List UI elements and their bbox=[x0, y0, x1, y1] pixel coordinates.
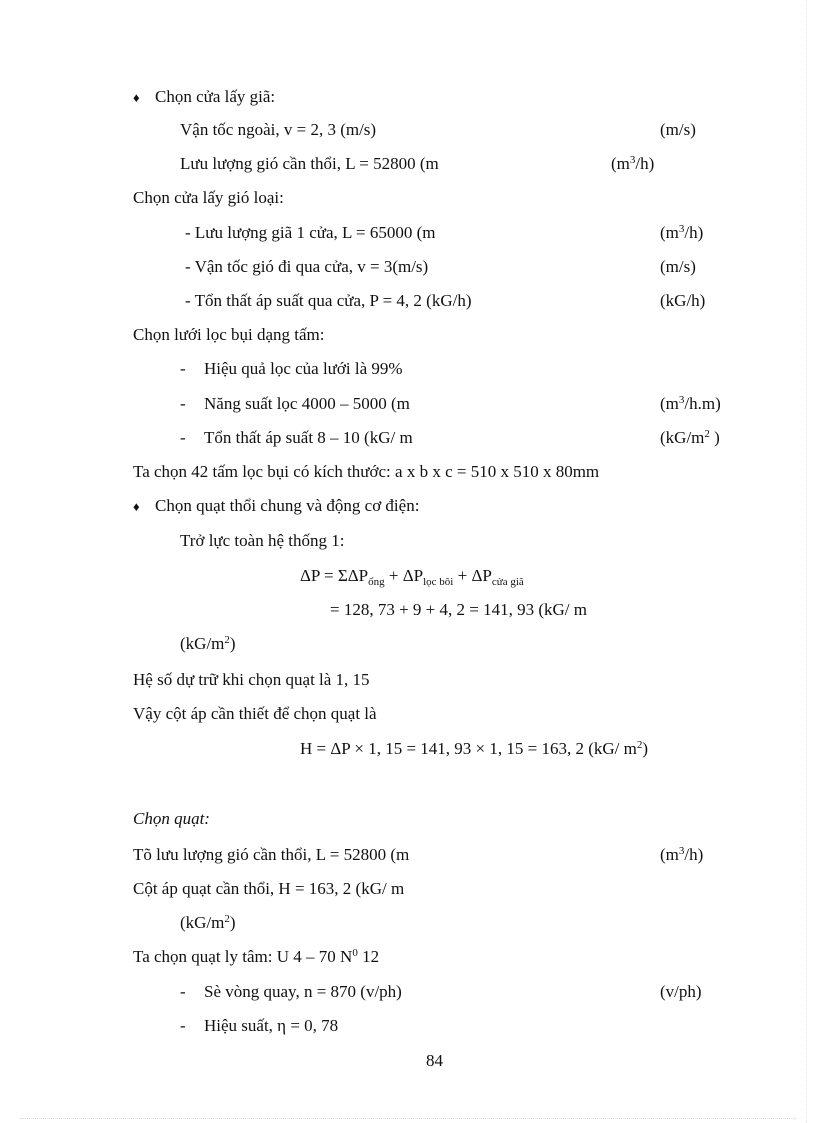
unit-label: (v/ph) bbox=[660, 982, 702, 1001]
diamond-bullet-icon: ♦ bbox=[133, 499, 140, 514]
section-title: Chọn lưới lọc bụi dạng tấm: bbox=[133, 325, 325, 344]
unit-label: $(kG/m^2)$ bbox=[180, 634, 236, 653]
list-item: - Năng suất lọc 4000 – 5000 (m bbox=[180, 394, 410, 413]
unit-label: $(m^3/h.m)$ bbox=[660, 394, 721, 413]
text-line: Lưu lượng gió cần thổi, L = 52800 (m bbox=[180, 154, 439, 173]
section-title: Chọn cửa lấy giã: bbox=[155, 87, 276, 106]
unit-label: $(kG/m^2)$ bbox=[180, 913, 236, 932]
page-right-edge bbox=[806, 0, 815, 1123]
dash-bullet: - bbox=[180, 394, 186, 413]
text-line: Trở lực toàn hệ thống 1: bbox=[180, 531, 345, 550]
section-title: Chọn quạt thổi chung và động cơ điện: bbox=[155, 496, 420, 515]
summary-line: Ta chọn 42 tấm lọc bụi có kích thước: a x b x c = 510 x 510 x 80mm bbox=[133, 462, 600, 481]
bullet-line-choose-fan bbox=[133, 496, 419, 517]
dash-bullet: - bbox=[180, 359, 186, 378]
list-item: - Hiệu quả lọc của lưới là 99% bbox=[180, 359, 403, 378]
section-title: Chọn cửa lấy gió loại: bbox=[133, 188, 284, 207]
list-item: - Tổn thất áp suất 8 – 10 (kG/ m bbox=[180, 428, 413, 447]
text-line: Hệ số dự trữ khi chọn quạt là 1, 15 bbox=[133, 670, 370, 689]
page-bottom-divider bbox=[20, 1118, 796, 1119]
unit-label: $(m^3/h)$ bbox=[611, 154, 655, 173]
list-item: - Sè vòng quay, n = 870 (v/ph) bbox=[180, 982, 402, 1001]
unit-label: $(m^3/h)$ bbox=[660, 845, 704, 864]
equation-pressure-sum: $\Delta P = \Sigma\Delta P_{ống} + \Delta P_{lọc bôi} + \Delta P_{cửa giã}$ bbox=[300, 566, 524, 588]
dash-bullet: - bbox=[180, 428, 186, 447]
page-number: 84 bbox=[426, 1051, 443, 1070]
equation-head: H = ΔP × 1, 15 = 141, 93 × 1, 15 = 163, 2 (kG/ $m^2$) bbox=[300, 739, 649, 758]
text-line: - Tổn thất áp suất qua cửa, P = 4, 2 (kG/h) bbox=[185, 291, 472, 310]
unit-label: (m/s) bbox=[660, 120, 696, 139]
equation-pressure-result: = 128, 73 + 9 + 4, 2 = 141, 93 (kG/ m bbox=[330, 600, 587, 619]
text-line: Vậy cột áp cần thiết để chọn quạt là bbox=[133, 704, 377, 723]
bullet-line-choose-intake bbox=[133, 87, 275, 108]
unit-label: (m/s) bbox=[660, 257, 696, 276]
section-title-italic: Chọn quạt: bbox=[133, 809, 210, 828]
unit-label: $(m^3/h)$ bbox=[660, 223, 704, 242]
text-line: Tõ lưu lượng gió cần thổi, L = 52800 (m bbox=[133, 845, 410, 864]
unit-label: ($kG/m^2$ ) bbox=[660, 428, 720, 447]
text-line: Cột áp quạt cần thổi, H = 163, 2 (kG/ m bbox=[133, 879, 405, 898]
text-line: - Vận tốc gió đi qua cửa, v = 3(m/s) bbox=[185, 257, 429, 276]
text-line: Vận tốc ngoài, v = 2, 3 (m/s) bbox=[180, 120, 377, 139]
diamond-bullet-icon: ♦ bbox=[133, 90, 140, 105]
text-line: Ta chọn quạt ly tâm: U 4 – 70 $N^0$ 12 bbox=[133, 947, 380, 966]
dash-bullet: - bbox=[180, 1016, 186, 1035]
list-item: - Hiệu suất, η = 0, 78 bbox=[180, 1016, 339, 1035]
unit-label: (kG/h) bbox=[660, 291, 706, 310]
dash-bullet: - bbox=[180, 982, 186, 1001]
text-line: - Lưu lượng giã 1 cửa, L = 65000 (m bbox=[185, 223, 436, 242]
